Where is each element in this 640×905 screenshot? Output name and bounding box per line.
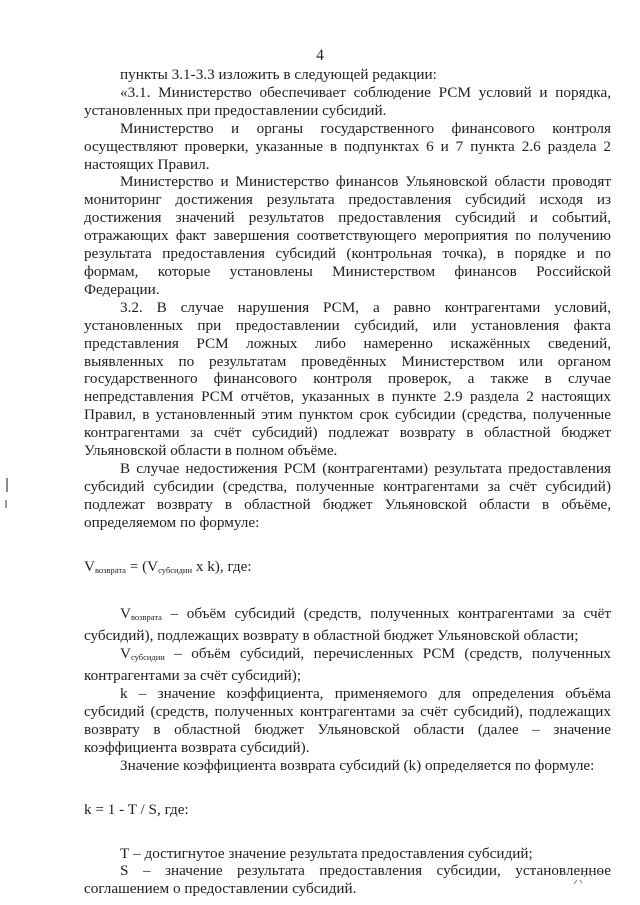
binding-mark-small — [5, 500, 7, 508]
paragraph-non-achievement: В случае недостижения РСМ (контрагентами) результата предоставления субсидий субсидии (средства, полученные контрагентами за счёт субсидий) подлежат возврату в областной бюджет Ульяновской области в объёме, определяемом по формуле: — [84, 459, 611, 531]
paragraph-inspections: Министерство и органы государственного финансового контроля осуществляют проверки, указанные в подпунктах 6 и 7 пункта 2.6 раздела 2 настоящих Правил. — [84, 119, 611, 173]
coefficient-intro: Значение коэффициента возврата субсидий (k) определяется по формуле: — [120, 756, 595, 774]
paragraph-monitoring: Министерство и Министерство финансов Ульяновской области проводят мониторинг достижения результата предоставления субсидий исходя из достижения значений результатов предоставления субсидий и событий, отражающих факт завершения соответствующего мероприятия по получению результата предоставления субсидий (контрольная точка), в порядке и по формам, которые установлены Министерством финансов Российской Федерации. — [84, 173, 611, 298]
definition-t: Т – достигнутое значение результата предоставления субсидий; — [120, 844, 533, 862]
binding-mark — [6, 478, 8, 492]
formula-coefficient: k = 1 - T / S, где: — [84, 800, 189, 818]
definition-k: k – значение коэффициента, применяемого для определения объёма субсидий (средств, полученных контрагентами за счёт субсидий), подлежащих возврату в областной бюджет Ульяновской области (далее – значение коэффициента возврата субсидий). — [84, 685, 611, 756]
formula-return-volume: $V_{возврата} = (V_{субсидии}$ x k), где: — [84, 557, 252, 575]
ink-scribble-icon — [572, 868, 606, 888]
definition-s: S – значение результата предоставления субсидии, установленное соглашением о предоставлении субсидий. — [84, 862, 611, 898]
document-body — [84, 66, 611, 898]
page-number: 4 — [316, 47, 324, 64]
definition-v-return: $V_{возврата}$ – объём субсидий (средств, полученных контрагентами за счёт субсидий), подлежащих возврату в областной бюджет Ульяновской области; — [84, 605, 611, 645]
definition-v-subsidy: $V_{субсидии}$ – объём субсидий, перечисленных РСМ (средств, полученных контрагентами за счёт субсидий); — [84, 645, 611, 685]
paragraph-intro: пункты 3.1-3.3 изложить в следующей редакции: — [120, 66, 437, 83]
paragraph-3-2: 3.2. В случае нарушения РСМ, а равно контрагентами условий, установленных при предоставлении субсидий, или установления факта представления РСМ ложных либо намеренно искажённых сведений, выявленных по результатам проведённых Министерством или органом государственного финансового контроля проверок, а также в случае непредставления РСМ отчётов, указанных в пункте 2.9 раздела 2 настоящих Правил, в установленный этим пунктом срок субсидии (средства, полученные контрагентами за счёт субсидий) подлежат возврату в областной бюджет Ульяновской области в полном объёме. — [84, 298, 611, 460]
paragraph-3-1: «3.1. Министерство обеспечивает соблюдение РСМ условий и порядка, установленных при предоставлении субсидий. — [84, 83, 611, 119]
